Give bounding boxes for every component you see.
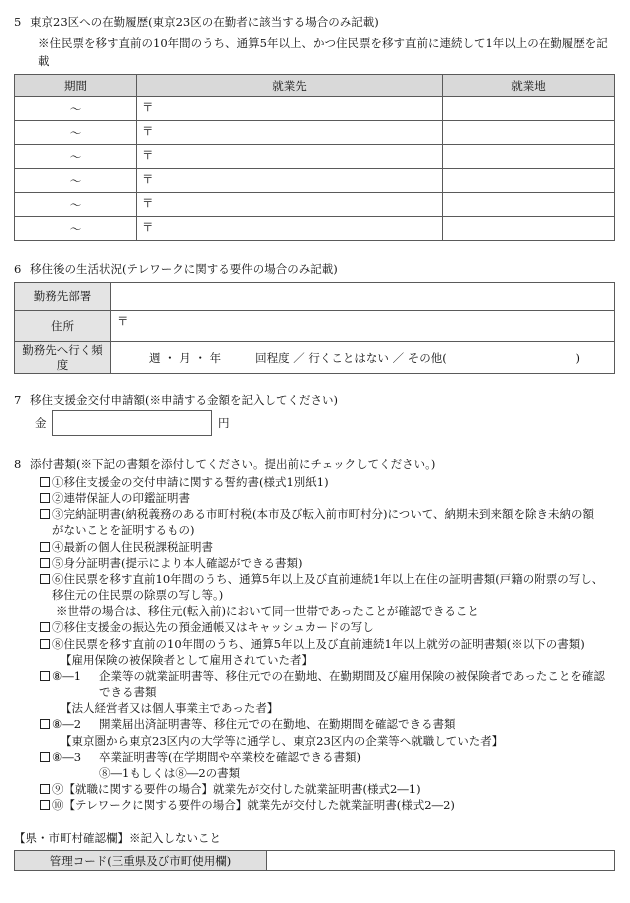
attachment-text	[52, 636, 614, 652]
table-row	[15, 217, 615, 241]
postal-mark: 〒	[142, 148, 154, 162]
attachment-text-line: 卒業証明書等(在学期間や卒業校を確認できる書類)	[99, 749, 361, 764]
attachment-item	[40, 619, 614, 635]
attachment-checkbox[interactable]	[40, 477, 50, 487]
section-title: 東京23区への在勤履歴(東京23区の在勤者に該当する場合のみ記載)	[30, 15, 379, 29]
work-history-table	[14, 74, 615, 241]
frequency-answer-options[interactable]: 回程度 ／ 行くことはない ／ その他(	[255, 350, 447, 365]
address-row	[15, 311, 615, 342]
attachment-code: ⑧―1	[52, 668, 82, 683]
attachment-text-line: ⑩【テレワークに関する要件の場合】就業先が交付した就業証明書(様式2―2)	[52, 798, 455, 813]
period-separator: ～	[69, 125, 82, 140]
postal-mark: 〒	[142, 220, 154, 234]
attachment-text-line: ②連帯保証人の印鑑証明書	[52, 491, 190, 506]
attachment-checkbox[interactable]	[40, 784, 50, 794]
management-code-label: 管理コード(三重県及び市町使用欄)	[15, 851, 267, 871]
attachment-code: ⑧―3	[52, 749, 82, 764]
attachment-text-line: ⑨【就職に関する要件の場合】就業先が交付した就業証明書(様式2―1)	[52, 781, 421, 796]
period-cell[interactable]	[15, 193, 137, 217]
attachment-item	[40, 636, 614, 652]
application-form-page	[0, 14, 630, 903]
management-code-field	[267, 851, 615, 871]
attachment-checkbox[interactable]	[40, 558, 50, 568]
section-7-heading	[14, 392, 614, 408]
department-row	[15, 283, 615, 311]
section-number: 8	[14, 457, 22, 471]
attachment-item	[40, 716, 614, 732]
attachment-text	[99, 716, 614, 732]
frequency-label-line: 勤務先へ行く頻	[22, 342, 103, 357]
period-separator: ～	[69, 149, 82, 164]
attachment-item	[40, 749, 614, 781]
employer-cell[interactable]	[137, 169, 443, 193]
section-title: 移住後の生活状況(テレワークに関する要件の場合のみ記載)	[30, 262, 338, 276]
postal-mark: 〒	[142, 172, 154, 186]
applicant-category-heading: 【雇用保険の被保険者として雇用されていた者】	[60, 652, 313, 667]
address-label: 住所	[15, 311, 111, 342]
table-row	[15, 121, 615, 145]
period-cell[interactable]	[15, 97, 137, 121]
currency-prefix: 金	[35, 416, 47, 430]
section-title: 添付書類(※下記の書類を添付してください。提出前にチェックしてください。)	[30, 457, 436, 471]
employer-cell[interactable]	[137, 217, 443, 241]
employer-cell[interactable]	[137, 193, 443, 217]
header-location: 就業地	[443, 75, 615, 97]
household-note: ※世帯の場合は、移住元(転入前)において同一世帯であったことが確認できること	[56, 604, 479, 619]
department-field[interactable]	[111, 283, 615, 311]
attachment-text-line: 企業等の就業証明書等、移住元での在勤地、在勤期間及び雇用保険の被保険者であったことを確認	[99, 668, 605, 683]
attachment-item	[40, 781, 614, 797]
attachment-checkbox[interactable]	[40, 574, 50, 584]
attachment-text-line: できる書類	[99, 685, 157, 700]
period-separator: ～	[69, 173, 82, 188]
section-6-heading	[14, 261, 614, 277]
attachment-checkbox[interactable]	[40, 542, 50, 552]
applicant-category-heading: 【法人経営者又は個人事業主であった者】	[60, 701, 279, 716]
frequency-choices	[111, 350, 614, 366]
section-8-heading	[14, 456, 614, 472]
location-cell[interactable]	[443, 145, 615, 169]
attachment-text-line: 移住元の住民票の除票の写し等。)	[52, 588, 224, 603]
attachment-item	[40, 797, 614, 813]
employer-cell[interactable]	[137, 145, 443, 169]
table-row	[15, 193, 615, 217]
attachment-text	[99, 749, 614, 781]
attachment-item	[40, 506, 614, 538]
applicant-category-heading: 【東京圏から東京23区内の大学等に通学し、東京23区内の企業等へ就職していた者】	[60, 733, 504, 748]
period-cell[interactable]	[15, 169, 137, 193]
attachment-text-line: ⑧―1もしくは⑧―2の書類	[99, 765, 241, 780]
attachment-text	[52, 490, 614, 506]
period-cell[interactable]	[15, 121, 137, 145]
section-number: 7	[14, 393, 22, 407]
attachment-checkbox[interactable]	[40, 639, 50, 649]
other-close-paren: )	[575, 350, 580, 365]
office-use-heading: 【県・市町村確認欄】※記入しないこと	[14, 831, 221, 846]
attachment-checkbox[interactable]	[40, 800, 50, 810]
period-separator: ～	[69, 101, 82, 116]
attachment-text	[52, 781, 614, 797]
period-separator: ～	[69, 197, 82, 212]
amount-input[interactable]	[52, 410, 212, 436]
attachment-text	[99, 668, 614, 700]
attachment-text-line: ①移住支援金の交付申請に関する誓約書(様式1別紙1)	[52, 475, 329, 489]
section-title: 移住支援金交付申請額(※申請する金額を記入してください)	[30, 393, 338, 407]
section-number: 6	[14, 262, 22, 276]
attachment-code: ⑧―2	[52, 717, 82, 732]
attachment-item	[40, 539, 614, 555]
location-cell[interactable]	[443, 193, 615, 217]
table-row	[15, 97, 615, 121]
attachment-checkbox[interactable]	[40, 671, 50, 681]
table-row	[15, 169, 615, 193]
period-cell[interactable]	[15, 145, 137, 169]
header-employer: 就業先	[137, 75, 443, 97]
attachment-text	[52, 571, 614, 603]
frequency-unit-options[interactable]: 週 ・ 月 ・ 年	[149, 350, 222, 365]
amount-row	[14, 410, 614, 436]
frequency-label	[15, 342, 111, 374]
attachment-checkbox[interactable]	[40, 622, 50, 632]
postal-mark: 〒	[142, 196, 154, 210]
office-use-table	[14, 850, 615, 871]
department-label: 勤務先部署	[15, 283, 111, 311]
address-field[interactable]	[111, 311, 615, 342]
table-header-row	[15, 75, 615, 97]
attachment-text	[52, 474, 614, 490]
postal-mark: 〒	[117, 314, 129, 328]
attachment-text-line: ⑥住民票を移す直前10年間のうち、通算5年以上及び直前連続1年以上在住の証明書類(戸籍の附票の写し、	[52, 571, 604, 586]
attachment-item	[40, 474, 614, 490]
attachment-checkbox[interactable]	[40, 509, 50, 519]
attachment-checkbox[interactable]	[40, 719, 50, 729]
other-detail-field[interactable]	[447, 351, 576, 365]
note-line: ※住民票を移す直前の10年間のうち、通算5年以上、かつ住民票を移す直前に連続して1年以上の在勤履歴を記	[38, 36, 608, 50]
living-situation-table	[14, 282, 615, 374]
attachment-text-line: ⑦移住支援金の振込先の預金通帳又はキャッシュカードの写し	[52, 620, 374, 635]
table-row	[15, 145, 615, 169]
postal-mark: 〒	[142, 100, 154, 114]
period-separator: ～	[69, 221, 82, 236]
location-cell[interactable]	[443, 169, 615, 193]
currency-suffix: 円	[218, 416, 230, 430]
work-history-note	[38, 34, 614, 70]
attachment-text-line: がないことを証明するもの)	[52, 523, 195, 538]
attachment-text	[52, 539, 614, 555]
attachment-text	[52, 555, 614, 571]
attachment-text-line: ⑧住民票を移す直前の10年間のうち、通算5年以上及び直前連続1年以上就労の証明書類(※以下の書類)	[52, 636, 585, 651]
postal-mark: 〒	[142, 124, 154, 138]
attachment-checkbox[interactable]	[40, 752, 50, 762]
employer-cell[interactable]	[137, 97, 443, 121]
location-cell[interactable]	[443, 217, 615, 241]
attachment-item	[40, 571, 614, 603]
frequency-label-line: 度	[56, 357, 69, 372]
location-cell[interactable]	[443, 97, 615, 121]
frequency-field	[111, 342, 615, 374]
attachment-checklist	[40, 474, 614, 813]
attachment-text-line: ⑤身分証明書(提示により本人確認ができる書類)	[52, 555, 303, 570]
location-cell[interactable]	[443, 121, 615, 145]
frequency-row	[15, 342, 615, 374]
attachment-text	[52, 619, 614, 635]
header-period: 期間	[15, 75, 137, 97]
attachment-checkbox[interactable]	[40, 493, 50, 503]
section-number: 5	[14, 15, 22, 29]
management-code-row	[15, 851, 615, 871]
attachment-item	[40, 555, 614, 571]
note-line: 載	[38, 54, 50, 68]
attachment-text-line: ③完納証明書(納税義務のある市町村税(本市及び転入前市町村分)について、納期未到来額を除き未納の額	[52, 507, 594, 522]
attachment-text-line: 開業届出済証明書等、移住元での在勤地、在勤期間を確認できる書類	[99, 717, 456, 732]
attachment-text	[52, 506, 614, 538]
section-5-heading	[14, 14, 614, 30]
employer-cell[interactable]	[137, 121, 443, 145]
attachment-item	[40, 668, 614, 700]
attachment-item	[40, 490, 614, 506]
attachment-text	[52, 797, 614, 813]
attachment-text-line: ④最新の個人住民税課税証明書	[52, 539, 213, 554]
period-cell[interactable]	[15, 217, 137, 241]
